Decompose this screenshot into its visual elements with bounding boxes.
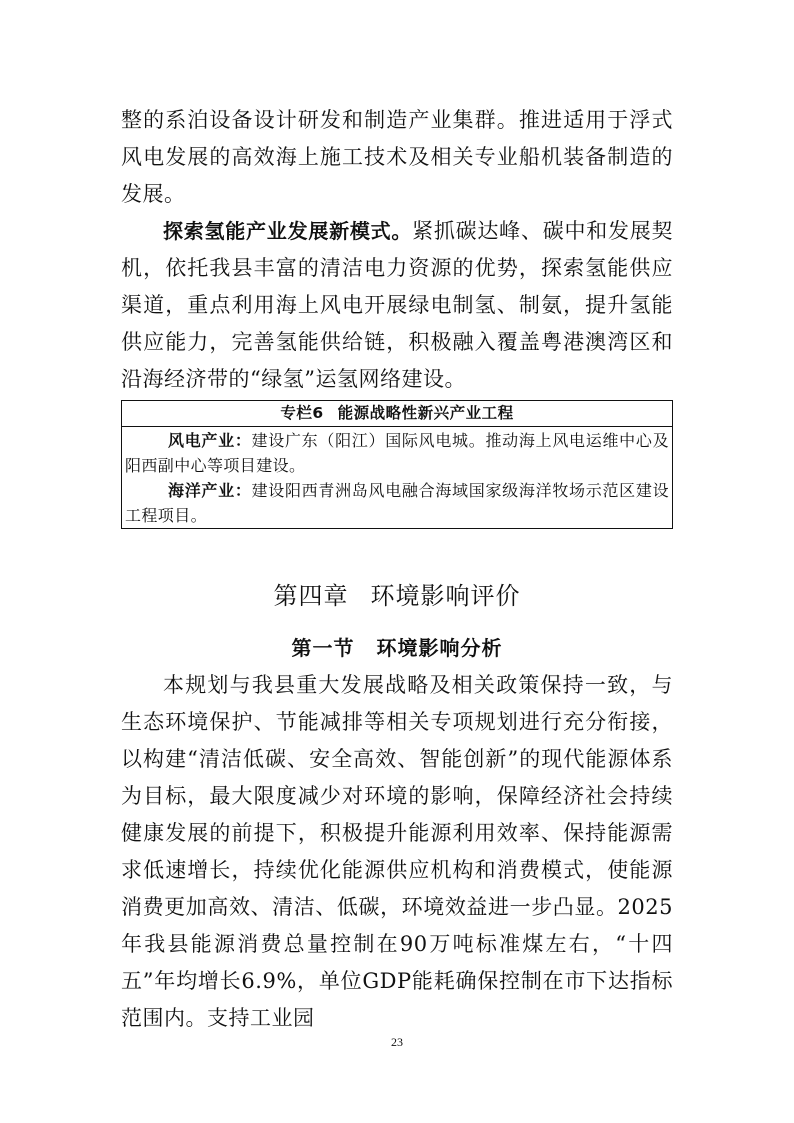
hydrogen-lead: 探索氢能产业发展新模式。 <box>163 219 413 243</box>
box-item-lead: 风电产业： <box>168 431 252 450</box>
continued-paragraph: 整的系泊设备设计研发和制造产业集群。推进适用于浮式风电发展的高效海上施工技术及相关专业船机装备制造的发展。 <box>121 108 673 206</box>
hydrogen-paragraph <box>121 213 673 398</box>
chapter-title: 环境影响评价 <box>370 582 521 610</box>
page-number: 23 <box>391 1035 403 1049</box>
box-item-text: 建设广东（阳江）国际风电城。推动海上风电运维中心及阳西副中心等项目建设。 <box>125 431 669 475</box>
box-body <box>122 427 672 528</box>
box-title-text: 能源战略性新兴产业工程 <box>337 404 514 422</box>
box-item-wind <box>125 428 669 478</box>
section-heading <box>0 631 794 665</box>
section-number: 第一节 <box>291 636 355 660</box>
box-item-text: 建设阳西青洲岛风电融合海域国家级海洋牧场示范区建设工程项目。 <box>125 481 669 525</box>
box-item-ocean <box>125 478 669 528</box>
box-item-lead: 海洋产业： <box>168 481 252 500</box>
chapter-heading <box>0 578 794 614</box>
box-label: 专栏6 <box>280 404 324 422</box>
section-title: 环境影响分析 <box>376 636 503 660</box>
hydrogen-text: 紧抓碳达峰、碳中和发展契机，依托我县丰富的清洁电力资源的优势，探索氢能供应渠道，重点利用海上风电开展绿电制氢、制氨，提升氢能供应能力，完善氢能供给链，积极融入覆盖粤港澳湾区和沿海经济带的“绿氢”运氢网络建设。 <box>121 219 674 391</box>
environment-paragraph: 本规划与我县重大发展战略及相关政策保持一致，与生态环境保护、节能减排等相关专项规划进行充分衔接，以构建“清洁低碳、安全高效、智能创新”的现代能源体系为目标，最大限度减少对环境的影响，保障经济社会持续健康发展的前提下，积极提升能源利用效率、保持能源需求低速增长，持续优化能源供应机构和消费模式，使能源消费更加高效、清洁、低碳，环境效益进一步凸显。2025年我县能源消费总量控制在90万吨标准煤左右，“十四五”年均增长6.9%，单位GDP能耗确保控制在市下达指标范围内。支持工业园 <box>121 673 673 1030</box>
box-title <box>122 401 672 427</box>
chapter-number: 第四章 <box>273 582 349 610</box>
column-box <box>121 400 673 529</box>
